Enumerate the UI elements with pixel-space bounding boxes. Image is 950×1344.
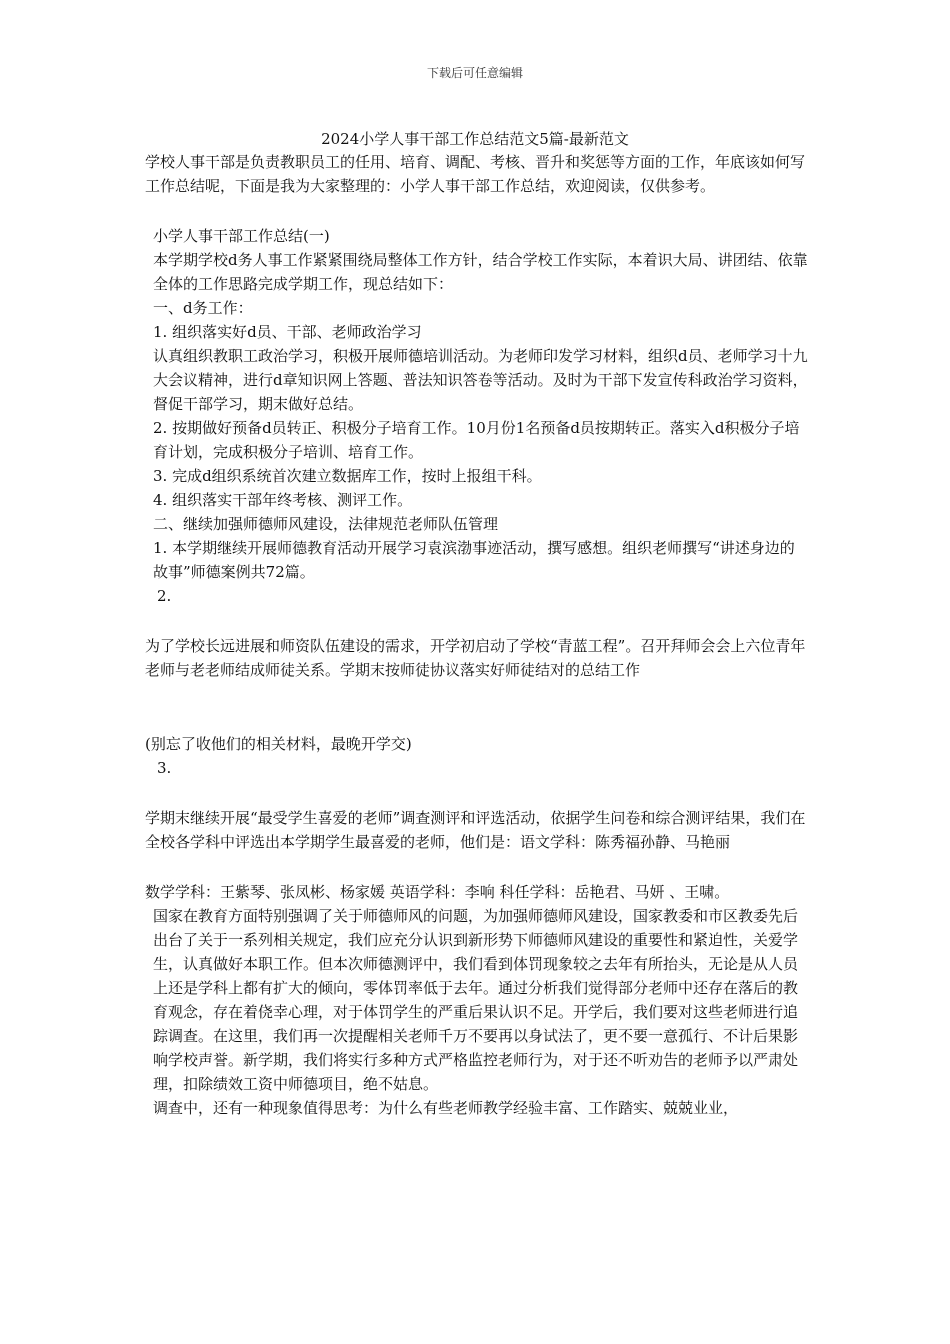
document-title: 2024小学人事干部工作总结范文5篇-最新范文 bbox=[321, 130, 629, 148]
intro-paragraph: 学校人事干部是负责教职员工的任用、培育、调配、考核、晋升和奖惩等方面的工作，年底该如何写工作总结呢，下面是我为大家整理的：小学人事干部工作总结，欢迎阅读，仅供参考。 bbox=[145, 153, 806, 195]
list-item: 3. bbox=[157, 759, 172, 777]
paragraph: (别忘了收他们的相关材料，最晚开学交) bbox=[145, 735, 412, 753]
header-note: 下载后可任意编辑 bbox=[426, 66, 523, 80]
subheading: 一、d务工作： bbox=[153, 299, 253, 317]
subheading: 二、继续加强师德师风建设，法律规范老师队伍管理 bbox=[153, 515, 499, 533]
paragraph: 为了学校长远进展和师资队伍建设的需求，开学初启动了学校“青蓝工程”。召开拜师会会上六位青年老师与老老师结成师徒关系。学期末按师徒协议落实好师徒结对的总结工作 bbox=[145, 637, 806, 679]
section-heading: 小学人事干部工作总结(一) bbox=[153, 227, 330, 245]
list-item: 2. 按期做好预备d员转正、积极分子培育工作。10月份1名预备d员按期转正。落实入d积极分子培育计划，完成积极分子培训、培育工作。 bbox=[153, 419, 800, 461]
paragraph: 本学期学校d务人事工作紧紧围绕局整体工作方针，结合学校工作实际，本着识大局、讲团结、依靠全体的工作思路完成学期工作，现总结如下： bbox=[153, 251, 808, 293]
document-body bbox=[145, 150, 809, 1120]
list-item: 3. 完成d组织系统首次建立数据库工作，按时上报组干科。 bbox=[153, 467, 542, 485]
list-item: 1. 组织落实好d员、干部、老师政治学习 bbox=[153, 323, 422, 341]
list-item: 1. 本学期继续开展师德教育活动开展学习袁滨渤事迹活动，撰写感想。组织老师撰写“讲述身边的故事”师德案例共72篇。 bbox=[153, 539, 795, 581]
paragraph: 数学学科：王紫琴、张凤彬、杨家媛 英语学科：李响 科任学科：岳艳君、马妍 、王啸。 bbox=[145, 883, 730, 901]
list-item: 4. 组织落实干部年终考核、测评工作。 bbox=[153, 491, 413, 509]
paragraph: 认真组织教职工政治学习，积极开展师德培训活动。为老师印发学习材料，组织d员、老师学习十九大会议精神，进行d章知识网上答题、普法知识答卷等活动。及时为干部下发宣传科政治学习资料，督促干部学习，期末做好总结。 bbox=[153, 347, 808, 413]
list-item: 2. bbox=[157, 587, 172, 605]
paragraph: 学期末继续开展“最受学生喜爱的老师”调查测评和评选活动，依据学生问卷和综合测评结果，我们在全校各学科中评选出本学期学生最喜爱的老师，他们是：语文学科：陈秀福孙静、马艳丽 bbox=[145, 809, 806, 851]
paragraph: 国家在教育方面特别强调了关于师德师风的问题，为加强师德师风建设，国家教委和市区教委先后出台了关于一系列相关规定，我们应充分认识到新形势下师德师风建设的重要性和紧迫性，关爱学生，认真做好本职工作。但本次师德测评中，我们看到体罚现象较之去年有所抬头，无论是从人员上还是学科上都有扩大的倾向，零体罚率低于去年。通过分析我们觉得部分老师中还存在落后的教育观念，存在着侥幸心理，对于体罚学生的严重后果认识不足。开学后，我们要对这些老师进行追踪调查。在这里，我们再一次提醒相关老师千万不要再以身试法了，更不要一意孤行、不计后果影响学校声誉。新学期，我们将实行多种方式严格监控老师行为，对于还不听劝告的老师予以严肃处理，扣除绩效工资中师德项目，绝不姑息。 bbox=[153, 907, 799, 1093]
paragraph: 调查中，还有一种现象值得思考：为什么有些老师教学经验丰富、工作踏实、兢兢业业， bbox=[153, 1099, 739, 1117]
